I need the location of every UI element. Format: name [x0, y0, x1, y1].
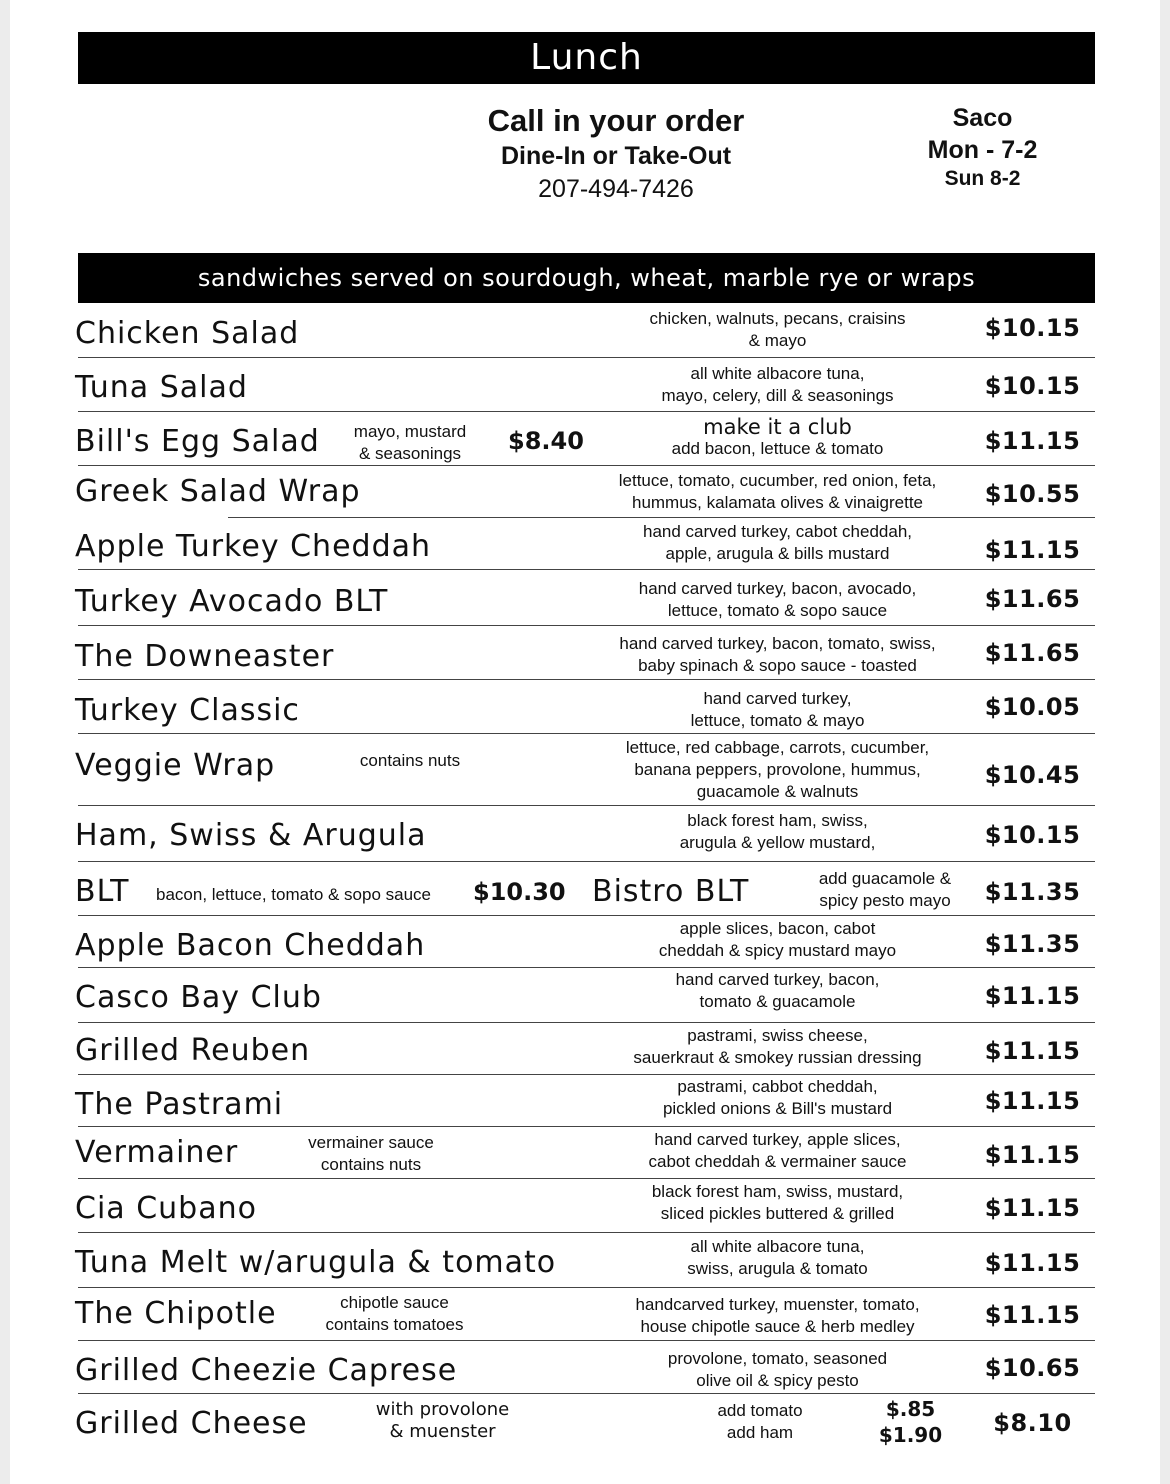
note-line: & muenster [389, 1421, 496, 1442]
item-name: Tuna Melt w/arugula & tomato [75, 1245, 557, 1280]
desc-line: cheddah & spicy mustard mayo [658, 941, 897, 960]
note-line: & seasonings [358, 444, 462, 463]
item-price: $10.15 [984, 314, 1081, 342]
item-name: Apple Bacon Cheddah [75, 928, 426, 963]
menu-item-greek-salad-wrap [70, 466, 1095, 518]
menu-item-apple-turkey-cheddah [70, 518, 1095, 570]
menu-item-pastrami [70, 1075, 1095, 1127]
item-price: $10.15 [984, 821, 1081, 849]
add-ons [695, 1400, 825, 1444]
menu-item-casco-bay-club [70, 968, 1095, 1023]
desc-line: & mayo [748, 331, 807, 350]
menu-item-turkey-avocado-blt [70, 570, 1095, 626]
item-note: bacon, lettuce, tomato & sopo sauce [156, 885, 432, 904]
desc-line: mayo, celery, dill & seasonings [661, 386, 894, 405]
phone-number: 207-494-7426 [538, 175, 694, 203]
location: Saco [952, 104, 1013, 132]
item-name: Apple Turkey Cheddah [75, 529, 432, 564]
menu-item-turkey-classic [70, 680, 1095, 734]
item-price: $10.15 [984, 372, 1081, 400]
item-price: $11.15 [984, 536, 1081, 564]
item-name: The Downeaster [75, 639, 335, 674]
item-name: Tuna Salad [75, 370, 248, 405]
item-name: Chicken Salad [75, 316, 300, 351]
item-price: $8.10 [993, 1409, 1072, 1437]
item-description [600, 969, 955, 1013]
desc-line: cabot cheddah & vermainer sauce [648, 1152, 907, 1171]
item-price: $10.55 [984, 480, 1081, 508]
add-ham-label: add ham [726, 1423, 794, 1442]
item-description [600, 810, 955, 854]
desc-line: pickled onions & Bill's mustard [662, 1099, 893, 1118]
bistro-blt-name: Bistro BLT [592, 874, 750, 909]
weekday-hours: Mon - 7-2 [927, 136, 1038, 164]
desc-line: hand carved turkey, bacon, avocado, [638, 579, 917, 598]
item-price: $11.65 [984, 639, 1081, 667]
desc-line: olive oil & spicy pesto [696, 1371, 859, 1390]
item-price: $11.65 [984, 585, 1081, 613]
menu-title: Lunch [78, 32, 1095, 84]
item-description [600, 308, 955, 352]
desc-line: lettuce, tomato & sopo sauce [667, 601, 888, 620]
item-description [600, 1236, 955, 1280]
item-name: Vermainer [75, 1135, 239, 1170]
add-ham-price: $1.90 [878, 1423, 943, 1447]
item-description [600, 688, 955, 732]
desc-line: hand carved turkey, bacon, tomato, swiss, [619, 634, 936, 653]
item-description [600, 1181, 955, 1225]
club-title: make it a club [703, 415, 852, 439]
item-name: Cia Cubano [75, 1191, 257, 1226]
item-price-plain: $10.30 [473, 878, 566, 906]
item-name: The Chipotle [75, 1296, 277, 1331]
desc-line: all white albacore tuna, [690, 1237, 865, 1256]
item-name: The Pastrami [75, 1087, 284, 1122]
note-line: mayo, mustard [353, 422, 467, 441]
note-line: contains nuts [320, 1155, 422, 1174]
desc-line: lettuce, tomato & mayo [690, 711, 865, 730]
item-description [600, 918, 955, 962]
item-note [296, 1132, 446, 1176]
desc-line: black forest ham, swiss, mustard, [651, 1182, 904, 1201]
item-price: $11.15 [984, 982, 1081, 1010]
desc-line: hand carved turkey, cabot cheddah, [642, 522, 913, 541]
item-description [600, 1348, 955, 1392]
menu-item-blt [70, 862, 1095, 916]
desc-line: lettuce, tomato, cucumber, red onion, feta, [618, 471, 937, 490]
call-heading: Call in your order [487, 103, 745, 138]
item-description [600, 1294, 955, 1338]
item-name: Grilled Reuben [75, 1033, 311, 1068]
desc-line: baby spinach & sopo sauce - toasted [638, 656, 917, 675]
item-price: $11.15 [984, 1141, 1081, 1169]
item-price-plain: $8.40 [508, 427, 584, 455]
desc-line: apple slices, bacon, cabot [679, 919, 876, 938]
note-line: chipotle sauce [340, 1293, 449, 1312]
desc-line: provolone, tomato, seasoned [667, 1349, 888, 1368]
item-description [600, 363, 955, 407]
item-description [600, 1025, 955, 1069]
note-line: contains tomatoes [325, 1315, 464, 1334]
desc-line: hand carved turkey, bacon, [675, 970, 880, 989]
item-name: Casco Bay Club [75, 980, 322, 1015]
item-description [600, 578, 955, 622]
item-name: Turkey Classic [75, 693, 300, 728]
item-price: $10.45 [984, 761, 1081, 789]
item-name: Greek Salad Wrap [75, 474, 361, 509]
item-price: $11.15 [984, 427, 1081, 455]
menu-item-vermainer [70, 1127, 1095, 1179]
add-tomato-price: $.85 [885, 1397, 936, 1421]
item-price: $11.15 [984, 1194, 1081, 1222]
item-price: $11.15 [984, 1249, 1081, 1277]
item-name: Veggie Wrap [75, 748, 276, 783]
desc-line: black forest ham, swiss, [687, 811, 868, 830]
item-note [340, 421, 480, 465]
menu-item-chicken-salad [70, 304, 1095, 358]
desc-line: house chipotle sauce & herb medley [640, 1317, 915, 1336]
item-price: $11.35 [984, 930, 1081, 958]
menu-item-ham-swiss-arugula [70, 806, 1095, 862]
desc-line: apple, arugula & bills mustard [665, 544, 890, 563]
menu-item-veggie-wrap [70, 734, 1095, 806]
item-name: Grilled Cheese [75, 1406, 308, 1441]
menu-item-grilled-cheese [70, 1394, 1095, 1454]
item-name: BLT [75, 874, 130, 909]
note-line: vermainer sauce [308, 1133, 434, 1152]
club-description: add bacon, lettuce & tomato [671, 439, 884, 458]
item-price: $11.35 [984, 878, 1081, 906]
menu-item-downeaster [70, 626, 1095, 680]
item-price: $11.15 [984, 1087, 1081, 1115]
desc-line: pastrami, cabbot cheddah, [677, 1077, 878, 1096]
menu-item-tuna-salad [70, 358, 1095, 412]
item-description [600, 470, 955, 514]
dine-in-takeout: Dine-In or Take-Out [500, 142, 732, 170]
item-name: Bill's Egg Salad [75, 424, 320, 459]
desc-line: swiss, arugula & tomato [687, 1259, 868, 1278]
bread-options-banner: sandwiches served on sourdough, wheat, marble rye or wraps [78, 253, 1095, 303]
item-note: contains nuts [359, 751, 461, 770]
item-description [600, 521, 955, 565]
note-line: with provolone [375, 1399, 510, 1420]
desc-line: spicy pesto mayo [819, 891, 951, 910]
desc-line: arugula & yellow mustard, [679, 833, 876, 852]
desc-line: pastrami, swiss cheese, [687, 1026, 868, 1045]
menu-item-egg-salad [70, 412, 1095, 466]
menu-item-cia-cubano [70, 1179, 1095, 1233]
desc-line: all white albacore tuna, [690, 364, 865, 383]
item-price: $10.65 [984, 1354, 1081, 1382]
desc-line: hand carved turkey, apple slices, [654, 1130, 901, 1149]
desc-line: hummus, kalamata olives & vinaigrette [631, 493, 924, 512]
desc-line: hand carved turkey, [703, 689, 852, 708]
item-name: Grilled Cheezie Caprese [75, 1353, 458, 1388]
item-note [355, 1399, 530, 1443]
item-name: Turkey Avocado BLT [75, 584, 389, 619]
add-tomato-label: add tomato [717, 1401, 803, 1420]
menu-item-chipotle [70, 1288, 1095, 1341]
item-description [600, 1076, 955, 1120]
sunday-hours: Sun 8-2 [944, 167, 1021, 190]
club-option [600, 416, 955, 460]
desc-line: chicken, walnuts, pecans, craisins [649, 309, 906, 328]
bistro-description [805, 868, 965, 912]
item-description [600, 737, 955, 803]
item-price: $11.15 [984, 1037, 1081, 1065]
add-on-prices [868, 1396, 953, 1448]
item-description [600, 1129, 955, 1173]
menu-item-apple-bacon-cheddah [70, 916, 1095, 968]
desc-line: handcarved turkey, muenster, tomato, [635, 1295, 920, 1314]
menu-item-grilled-reuben [70, 1023, 1095, 1075]
item-description [600, 633, 955, 677]
item-name: Ham, Swiss & Arugula [75, 818, 427, 853]
desc-line: add guacamole & [818, 869, 952, 888]
desc-line: tomato & guacamole [699, 992, 856, 1011]
desc-line: guacamole & walnuts [696, 782, 859, 801]
desc-line: sauerkraut & smokey russian dressing [633, 1048, 922, 1067]
item-price: $10.05 [984, 693, 1081, 721]
menu-item-tuna-melt [70, 1233, 1095, 1288]
item-note [312, 1292, 477, 1336]
menu-item-caprese [70, 1341, 1095, 1394]
desc-line: lettuce, red cabbage, carrots, cucumber, [625, 738, 930, 757]
desc-line: sliced pickles buttered & grilled [660, 1204, 895, 1223]
item-price: $11.15 [984, 1301, 1081, 1329]
desc-line: banana peppers, provolone, hummus, [634, 760, 921, 779]
